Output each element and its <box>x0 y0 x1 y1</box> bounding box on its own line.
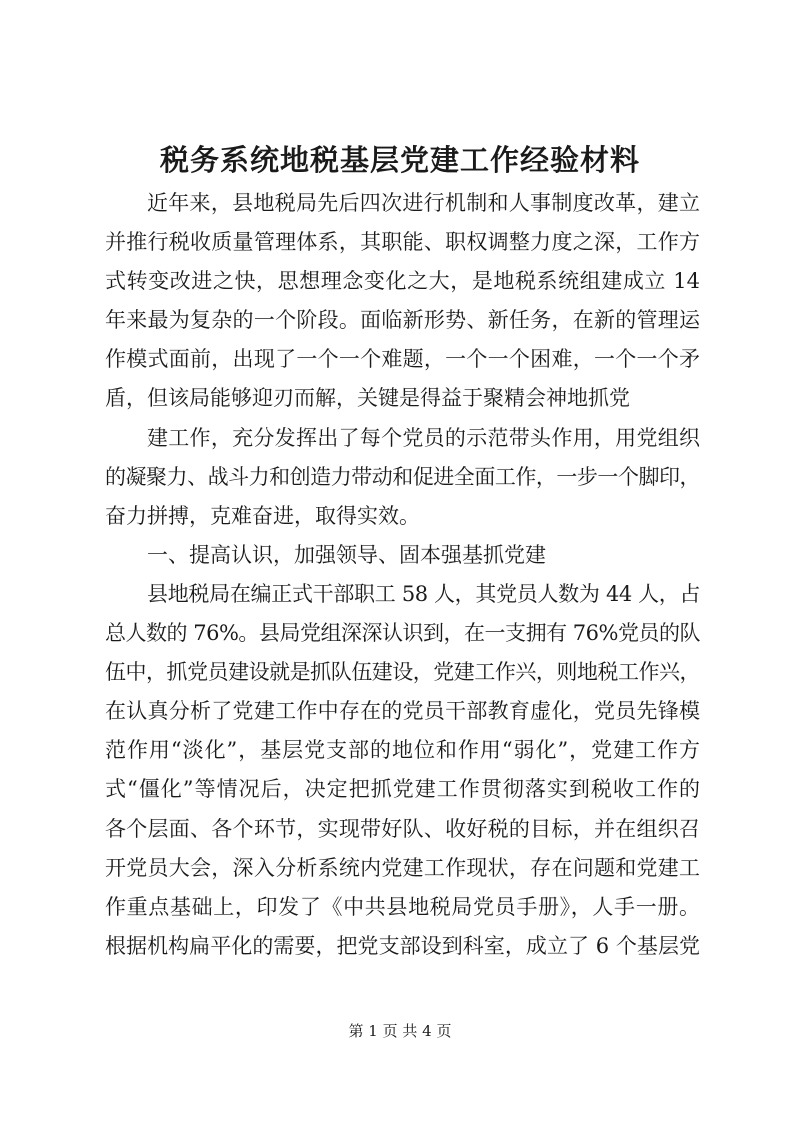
text-line: 并推行税收质量管理体系，其职能、职权调整力度之深，工作方 <box>105 230 700 255</box>
text-line: 范作用“淡化”，基层党支部的地位和作用“弱化”，党建工作方 <box>105 738 700 763</box>
text-line: 式转变改进之快，思想理念变化之大，是地税系统组建成立 14 <box>105 269 700 294</box>
text-line: 开党员大会，深入分析系统内党建工作现状，存在问题和党建工 <box>105 855 700 880</box>
section-heading: 一、提高认识，加强领导、固本强基抓党建 <box>147 542 546 567</box>
text-line: 奋力拼搏，克难奋进，取得实效。 <box>105 503 420 528</box>
page-number-footer: 第 1 页 共 4 页 <box>348 1022 452 1040</box>
document-body <box>105 184 700 966</box>
text-line: 的凝聚力、战斗力和创造力带动和促进全面工作，一步一个脚印， <box>105 464 700 489</box>
text-line: 作模式面前，出现了一个一个难题，一个一个困难，一个一个矛 <box>105 347 700 372</box>
text-line: 伍中，抓党员建设就是抓队伍建设，党建工作兴，则地税工作兴， <box>105 660 700 685</box>
text-line: 近年来，县地税局先后四次进行机制和人事制度改革，建立 <box>147 191 700 215</box>
text-line: 各个层面、各个环节，实现带好队、收好税的目标，并在组织召 <box>105 816 700 841</box>
text-line: 盾，但该局能够迎刃而解，关键是得益于聚精会神地抓党 <box>105 386 630 411</box>
text-line: 建工作，充分发挥出了每个党员的示范带头作用，用党组织 <box>147 425 700 450</box>
text-line: 式“僵化”等情况后，决定把抓党建工作贯彻落实到税收工作的 <box>105 777 700 802</box>
text-line: 县地税局在编正式干部职工 58 人，其党员人数为 44 人，占 <box>147 581 700 606</box>
text-line: 作重点基础上，印发了《中共县地税局党员手册》，人手一册。 <box>105 894 700 919</box>
text-line: 在认真分析了党建工作中存在的党员干部教育虚化，党员先锋模 <box>105 699 700 724</box>
text-line: 总人数的 76%。县局党组深深认识到，在一支拥有 76%党员的队 <box>105 621 700 646</box>
text-line: 根据机构扁平化的需要，把党支部设到科室，成立了 6 个基层党 <box>105 933 700 958</box>
text-line: 年来最为复杂的一个阶段。面临新形势、新任务，在新的管理运 <box>105 308 700 333</box>
document-title: 税务系统地税基层党建工作经验材料 <box>159 143 640 177</box>
